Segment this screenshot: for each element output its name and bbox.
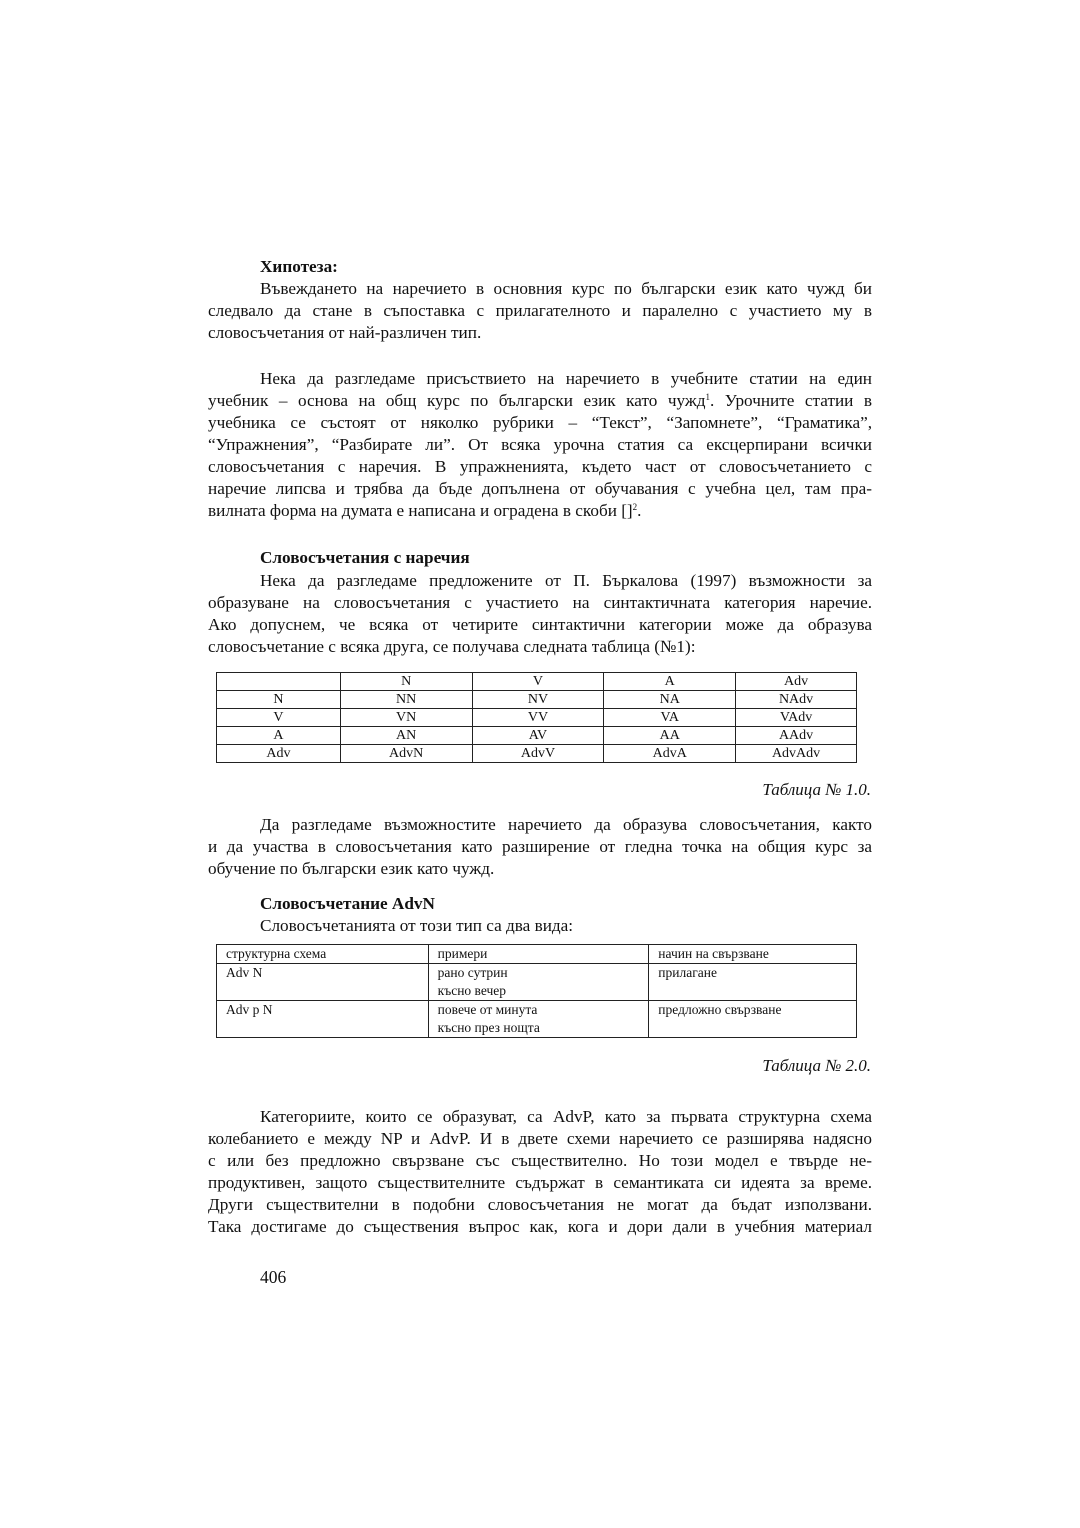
text-line: Така достигаме до съществения въпрос как, кога и дори дали в учебния материал	[208, 1217, 872, 1236]
text-line: Да разгледаме възможностите наречието да образува словосъчетания, както	[260, 815, 872, 834]
table-header-row	[217, 945, 857, 964]
table-cell: VAdv	[736, 709, 857, 727]
table-header-cell: примери	[428, 945, 649, 964]
text-line: “Упражнения”, “Разбирате ли”. От всяка урочна статия са ексцерпирани всички	[208, 435, 872, 454]
table-cell: Adv N	[217, 964, 429, 1001]
text-line: с или без предложно свързване със съществително. Но този модел е твърде не-	[208, 1151, 872, 1170]
table-cell	[428, 964, 649, 1001]
table-cell: NAdv	[736, 691, 857, 709]
example-line: повече от минута	[437, 1002, 538, 1017]
table-cell: прилагане	[649, 964, 857, 1001]
table-row	[217, 1001, 857, 1038]
text-line: учебник – основа на общ курс по български език като чужд$^1$. Урочните статии в	[208, 391, 872, 410]
text-line: Словосъчетанията от този тип са два вида:	[260, 916, 574, 935]
table-header-cell: Adv	[736, 673, 857, 691]
text-line: продуктивен, защото съществителните съдържат в семантиката си идеята за време.	[208, 1173, 872, 1192]
text-line: и да участва в словосъчетания като разширение от гледна точка на общия курс за	[208, 837, 872, 856]
table-cell: VN	[340, 709, 472, 727]
text-line: обучение по български език като чужд.	[208, 859, 495, 878]
example-line: късно вечер	[437, 983, 507, 998]
table-cell	[428, 1001, 649, 1038]
text-line: наречие липсва и трябва да бъде допълнена от обучавания с учебна цел, там пра-	[208, 479, 872, 498]
table-cell: AAdv	[736, 727, 857, 745]
example-line: късно през нощта	[437, 1020, 540, 1035]
text-line: следвало да стане в съпоставка с прилагателното и паралелно с участието му в	[208, 301, 872, 320]
table-cell: NA	[604, 691, 736, 709]
table-header-cell: N	[340, 673, 472, 691]
text-line: Въвеждането на наречието в основния курс по български език като чужд би	[260, 279, 872, 298]
table-header-cell: A	[604, 673, 736, 691]
table-cell: VA	[604, 709, 736, 727]
table-header-cell: начин на свързване	[649, 945, 857, 964]
table-header-cell: V	[472, 673, 604, 691]
table-header-cell	[217, 673, 341, 691]
table-cell: Adv	[217, 745, 341, 763]
table-cell: V	[217, 709, 341, 727]
text-line: словосъчетания от най-различен тип.	[208, 323, 482, 342]
text-line: учебника се състоят от няколко рубрики – “Текст”, “Запомнете”, “Граматика”,	[208, 413, 872, 432]
text-line: Категориите, които се образуват, са AdvP, като за първата структурна схема	[260, 1107, 872, 1126]
hypothesis-heading: Хипотеза:	[260, 257, 338, 276]
text-line: словосъчетания с наречия. В упражненията, където част от словосъчетанието с	[208, 457, 872, 476]
text-line: Други съществителни в подобни словосъчетания не могат да бъдат използвани.	[208, 1195, 872, 1214]
table-row	[217, 709, 857, 727]
table-row	[217, 691, 857, 709]
table-caption: Таблица № 2.0.	[762, 1056, 871, 1075]
text-line: Нека да разгледаме присъствието на наречието в учебните статии на един	[260, 369, 872, 388]
table-row	[217, 964, 857, 1001]
combination-table	[216, 672, 857, 763]
text-line: словосъчетание с всяка друга, се получава следната таблица (№1):	[208, 637, 696, 656]
page-number: 406	[260, 1267, 287, 1287]
table-cell: AdvAdv	[736, 745, 857, 763]
table-cell: AV	[472, 727, 604, 745]
text-line: вилната форма на думата е написана и оградена в скоби []$^2$.	[208, 501, 642, 520]
text-line: образуване на словосъчетания с участието на синтактичната категория наречие.	[208, 593, 872, 612]
table-caption: Таблица № 1.0.	[762, 780, 871, 799]
table-cell: AdvA	[604, 745, 736, 763]
footnote-ref-2[interactable]: 2	[632, 502, 638, 512]
table-cell: Adv p N	[217, 1001, 429, 1038]
table-cell: AdvV	[472, 745, 604, 763]
table-cell: предложно свързване	[649, 1001, 857, 1038]
footnote-ref-1[interactable]: 1	[705, 392, 710, 402]
table-cell: AA	[604, 727, 736, 745]
text-line: Ако допуснем, че всяка от четирите синтактични категории може да образува	[208, 615, 872, 634]
example-line: рано сутрин	[437, 965, 508, 980]
table-header-row	[217, 673, 857, 691]
table-cell: A	[217, 727, 341, 745]
table-cell: AdvN	[340, 745, 472, 763]
table-cell: AN	[340, 727, 472, 745]
table-header-cell: структурна схема	[217, 945, 429, 964]
table-row	[217, 727, 857, 745]
table-cell: NV	[472, 691, 604, 709]
advn-table	[216, 944, 857, 1038]
table-row	[217, 745, 857, 763]
section-heading: Словосъчетания с наречия	[260, 548, 470, 567]
text-line: Нека да разгледаме предложените от П. Бъркалова (1997) възможности за	[260, 571, 872, 590]
table-cell: NN	[340, 691, 472, 709]
table-cell: VV	[472, 709, 604, 727]
section-heading: Словосъчетание AdvN	[260, 894, 435, 913]
table-cell: N	[217, 691, 341, 709]
text-line: колебанието е между NP и AdvP. И в двете схеми наречието се разширява надясно	[208, 1129, 872, 1148]
